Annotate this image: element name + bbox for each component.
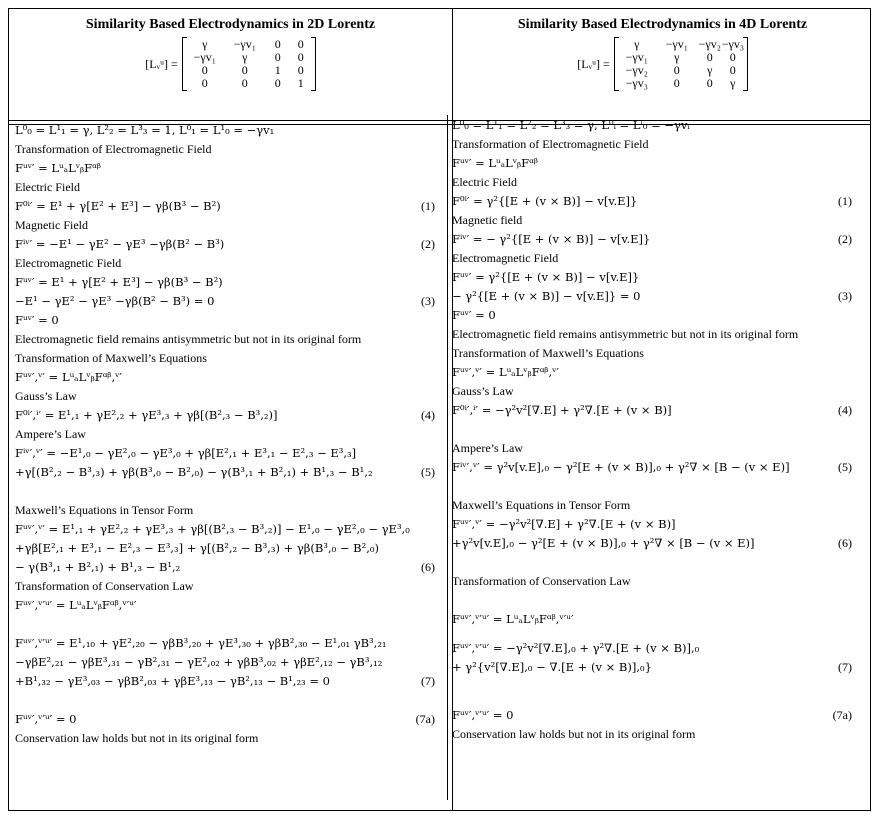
matrix-cell: 0	[673, 63, 680, 77]
section-heading: Electric Field	[15, 180, 80, 194]
equation-text: +γ[(B²,₂ − B³,₃) + γβ(B³,₀ − B²,₀) − γ(B³,₁ + B²,₁) + B¹,₃ − B¹,₂	[15, 465, 373, 479]
spacer	[452, 591, 852, 610]
section-heading: Transformation of Maxwell’s Equations	[452, 346, 644, 360]
header-right	[453, 9, 872, 120]
equation-number: (7)	[421, 674, 435, 688]
equation	[452, 230, 852, 249]
matrix-cell: 0	[297, 63, 304, 77]
spacer	[452, 629, 852, 639]
equation-number: (7a)	[832, 708, 852, 722]
matrix-cell: γ	[242, 50, 248, 64]
equation-number: (2)	[421, 237, 435, 251]
matrix-cell: γ	[674, 50, 680, 64]
equation-text: F⁰ⁱ′,ⁱ′ = −γ²v²[∇.E] + γ²∇.[E + (v × B)]	[452, 403, 672, 417]
section-heading: Gauss’s Law	[15, 389, 77, 403]
matrix-cell: 0	[729, 50, 736, 64]
equation-number: (1)	[421, 199, 435, 213]
equation: Fᵘᵛ′,ᵛ′ᵘ′ = E¹,₁₀ + γE²,₂₀ − γβB³,₂₀ + γE³,₃₀ + γβB²,₃₀ − E¹,₀₁ γB³,₂₁	[15, 636, 387, 650]
equation	[452, 658, 852, 677]
equation-number: (5)	[421, 465, 435, 479]
equation-text: Fᵘᵛ′,ᵛ′ᵘ′ = 0	[452, 708, 514, 722]
equation	[452, 287, 852, 306]
matrix-cell: 0	[201, 76, 208, 90]
right-title: Similarity Based Electrodynamics in 4D Lorentz	[517, 17, 808, 32]
equation-text: F⁰ⁱ′ = γ²{[E + (v × B)] − v[v.E]}	[452, 194, 638, 208]
spacer	[15, 615, 435, 634]
section-heading: Ampere’s Law	[15, 427, 86, 441]
matrix-cell: 1	[274, 63, 281, 77]
matrix-cell: 0	[673, 76, 680, 90]
equation-text: F⁰ⁱ′ = E¹ + γ[E² + E³] − γβ(B³ − B²)	[15, 199, 221, 213]
equation: Fᵘᵛ′ = LᵘₐLᵛᵦFᵅᵝ	[452, 156, 538, 170]
equation-number: (6)	[421, 560, 435, 574]
section-heading: Transformation of Electromagnetic Field	[15, 142, 212, 156]
equation	[452, 706, 852, 725]
section-heading: Transformation of Conservation Law	[452, 574, 631, 588]
section-heading: Magnetic Field	[15, 218, 88, 232]
equation	[15, 558, 435, 577]
equation-text: + γ²{v²[∇.E],₀ − ∇.[E + (v × B)],₀}	[452, 660, 652, 674]
matrix-cell: −γv₂	[698, 37, 721, 51]
matrix-cell: 1	[297, 76, 304, 90]
header-left	[9, 9, 452, 120]
section-heading: Magnetic field	[452, 213, 523, 227]
equation-number: (6)	[838, 536, 852, 550]
section-heading: Electric Field	[452, 175, 517, 189]
equation	[452, 192, 852, 211]
matrix-cell: −γv₁	[625, 50, 648, 64]
equation-number: (4)	[421, 408, 435, 422]
left-title: Similarity Based Electrodynamics in 2D Lorentz	[85, 17, 376, 32]
equation: Fⁱᵛ′,ᵛ′ = −E¹,₀ − γE²,₀ − γE³,₀ + γβ[E²,₁ + E³,₁ − E²,₃ − E³,₃]	[15, 446, 357, 460]
equation: Fᵘᵛ′,ᵛ′ = LᵘₐLᵛᵦFᵅᵝ,ᵛ′	[452, 365, 560, 379]
equation: +γβ[E²,₁ + E³,₁ − E²,₃ − E³,₃] + γ[(B²,₂ − B³,₃) + γβ(B³,₀ − B²,₀)	[15, 541, 379, 555]
equation: Fᵘᵛ′,ᵛ′ᵘ′ = LᵘₐLᵛᵦFᵅᵝ,ᵛ′ᵘ′	[452, 612, 574, 626]
equation	[15, 463, 435, 482]
right-column	[452, 116, 852, 744]
section-heading: Maxwell’s Equations in Tensor Form	[15, 503, 194, 517]
matrix-lhs: [Lᵥᵘ] =	[577, 56, 610, 71]
matrix-cell: 0	[201, 63, 208, 77]
matrix-cell: −γv₂	[625, 63, 648, 77]
matrix-cell: 0	[706, 76, 713, 90]
matrix-cell: −γv₃	[625, 76, 648, 90]
matrix-cell: −γv₁	[665, 37, 688, 51]
matrix-cell: −γv₁	[193, 50, 216, 64]
equation-number: (4)	[838, 403, 852, 417]
statement: Conservation law holds but not in its original form	[452, 727, 696, 741]
statement: Conservation law holds but not in its original form	[15, 731, 259, 745]
spacer	[452, 420, 852, 439]
spacer	[452, 553, 852, 572]
equation	[15, 235, 435, 254]
equation-text: Fᵘᵛ′,ᵛ′ᵘ′ = 0	[15, 712, 77, 726]
spacer	[452, 696, 852, 706]
equation	[452, 401, 852, 420]
matrix-cell: 0	[297, 50, 304, 64]
equation-number: (2)	[838, 232, 852, 246]
statement: Electromagnetic field remains antisymmetric but not in its original form	[15, 332, 362, 346]
equation-text: Fⁱᵛ′ = − γ²{[E + (v × B)] − v[v.E]}	[452, 232, 651, 246]
section-heading: Transformation of Electromagnetic Field	[452, 137, 649, 151]
matrix-cell: 0	[274, 76, 281, 90]
matrix-cell: 0	[297, 37, 304, 51]
equation-text: Fⁱᵛ′ = −E¹ − γE² − γE³ −γβ(B² − B³)	[15, 237, 225, 251]
matrix-cell: γ	[202, 37, 208, 51]
equation-number: (3)	[838, 289, 852, 303]
section-heading: Electromagnetic Field	[15, 256, 122, 270]
section-heading: Maxwell’s Equations in Tensor Form	[452, 498, 631, 512]
right-matrix	[614, 37, 748, 91]
left-matrix-equation	[145, 37, 316, 91]
left-column	[15, 121, 435, 748]
statement: Electromagnetic field remains antisymmetric but not in its original form	[452, 327, 799, 341]
equation: −γβE²,₂₁ − γβE³,₃₁ − γB²,₃₁ − γE²,₀₂ + γβB³,₀₂ + γβE²,₁₂ − γB³,₁₂	[15, 655, 383, 669]
equation-number: (3)	[421, 294, 435, 308]
equation-number: (1)	[838, 194, 852, 208]
equation-text: − γ²{[E + (v × B)] − v[v.E]} = 0	[452, 289, 641, 303]
equation: Fᵘᵛ′ = 0	[452, 308, 496, 322]
section-heading: Transformation of Conservation Law	[15, 579, 194, 593]
equation-text: − γ(B³,₁ + B²,₁) + B¹,₃ − B¹,₂	[15, 560, 181, 574]
matrix-cell: 0	[241, 63, 248, 77]
matrix-cell: 0	[706, 50, 713, 64]
section-heading: Ampere’s Law	[452, 441, 523, 455]
equation-number: (5)	[838, 460, 852, 474]
matrix-cell: γ	[634, 37, 640, 51]
equation	[452, 458, 852, 477]
spacer	[15, 482, 435, 501]
equation-number: (7)	[838, 660, 852, 674]
section-heading: Gauss’s Law	[452, 384, 514, 398]
section-heading: Electromagnetic Field	[452, 251, 559, 265]
equation: Fᵘᵛ′,ᵛ′ᵘ′ = −γ²v²[∇.E],₀ + γ²∇.[E + (v × B)],₀	[452, 641, 700, 655]
equation: Fᵘᵛ′,ᵛ′ = E¹,₁ + γE²,₂ + γE³,₃ + γβ[(B²,₃ − B³,₂)] − E¹,₀ − γE²,₀ − γE³,₀	[15, 522, 410, 536]
equation-text: +γ²v[v.E],₀ − γ²[E + (v × B)],₀ + γ²∇ × [B − (v × E)]	[452, 536, 755, 550]
matrix-cell: −γv₃	[721, 37, 745, 51]
equation	[15, 672, 435, 691]
equation: Fᵘᵛ′ = LᵘₐLᵛᵦFᵅᵝ	[15, 161, 101, 175]
section-heading: Transformation of Maxwell’s Equations	[15, 351, 207, 365]
equation-text: −E¹ − γE² − γE³ −γβ(B² − B³) = 0	[15, 294, 215, 308]
equation	[15, 292, 435, 311]
spacer	[15, 691, 435, 710]
matrix-cell: 0	[274, 50, 281, 64]
equation-text: F⁰ⁱ′,ⁱ′ = E¹,₁ + γE²,₂ + γE³,₃ + γβ[(B²,₃ − B³,₂)]	[15, 408, 278, 422]
equation	[15, 406, 435, 425]
lorentz-components: L⁰₀ = L¹₁ = γ, L²₂ = L³₃ = 1, L⁰₁ = L¹₀ = −γv₁	[15, 123, 275, 137]
equation-text: Fⁱᵛ′,ᵛ′ = γ²v[v.E],₀ − γ²[E + (v × B)],₀ + γ²∇ × [B − (v × E)]	[452, 460, 790, 474]
equation: Fᵘᵛ′,ᵛ′ᵘ′ = LᵘₐLᵛᵦFᵅᵝ,ᵛ′ᵘ′	[15, 598, 137, 612]
equation: Fᵘᵛ′,ᵛ′ = LᵘₐLᵛᵦFᵅᵝ,ᵛ′	[15, 370, 123, 384]
equation: Fᵘᵛ′ = γ²{[E + (v × B)] − v[v.E]}	[452, 270, 640, 284]
column-divider-inner	[447, 115, 448, 800]
equation	[15, 197, 435, 216]
lorentz-components: L⁰₀ = L¹₁ = L²₂ = L³₃ = γ, L⁰ᵢ = Lⁱ₀ = −γvᵢ	[452, 118, 690, 132]
equation: Fᵘᵛ′,ᵛ′ = −γ²v²[∇.E] + γ²∇.[E + (v × B)]	[452, 517, 676, 531]
equation	[452, 534, 852, 553]
matrix-cell: γ	[707, 63, 713, 77]
matrix-cell: 0	[274, 37, 281, 51]
right-matrix-equation	[577, 37, 748, 91]
equation: Fᵘᵛ′ = 0	[15, 313, 59, 327]
equation	[15, 710, 435, 729]
spacer	[452, 677, 852, 696]
left-matrix	[182, 37, 316, 91]
matrix-cell: −γv₁	[233, 37, 256, 51]
equation-number: (7a)	[415, 712, 435, 726]
matrix-cell: 0	[729, 63, 736, 77]
matrix-lhs: [Lᵥᵘ] =	[145, 56, 178, 71]
equation: Fᵘᵛ′ = E¹ + γ[E² + E³] − γβ(B³ − B²)	[15, 275, 223, 289]
matrix-cell: γ	[730, 76, 736, 90]
equation-text: +B¹,₃₂ − γE³,₀₃ − γβB²,₀₃ + γβE³,₁₃ − γB²,₁₃ − B¹,₂₃ = 0	[15, 674, 330, 688]
matrix-cell: 0	[241, 76, 248, 90]
spacer	[452, 477, 852, 496]
